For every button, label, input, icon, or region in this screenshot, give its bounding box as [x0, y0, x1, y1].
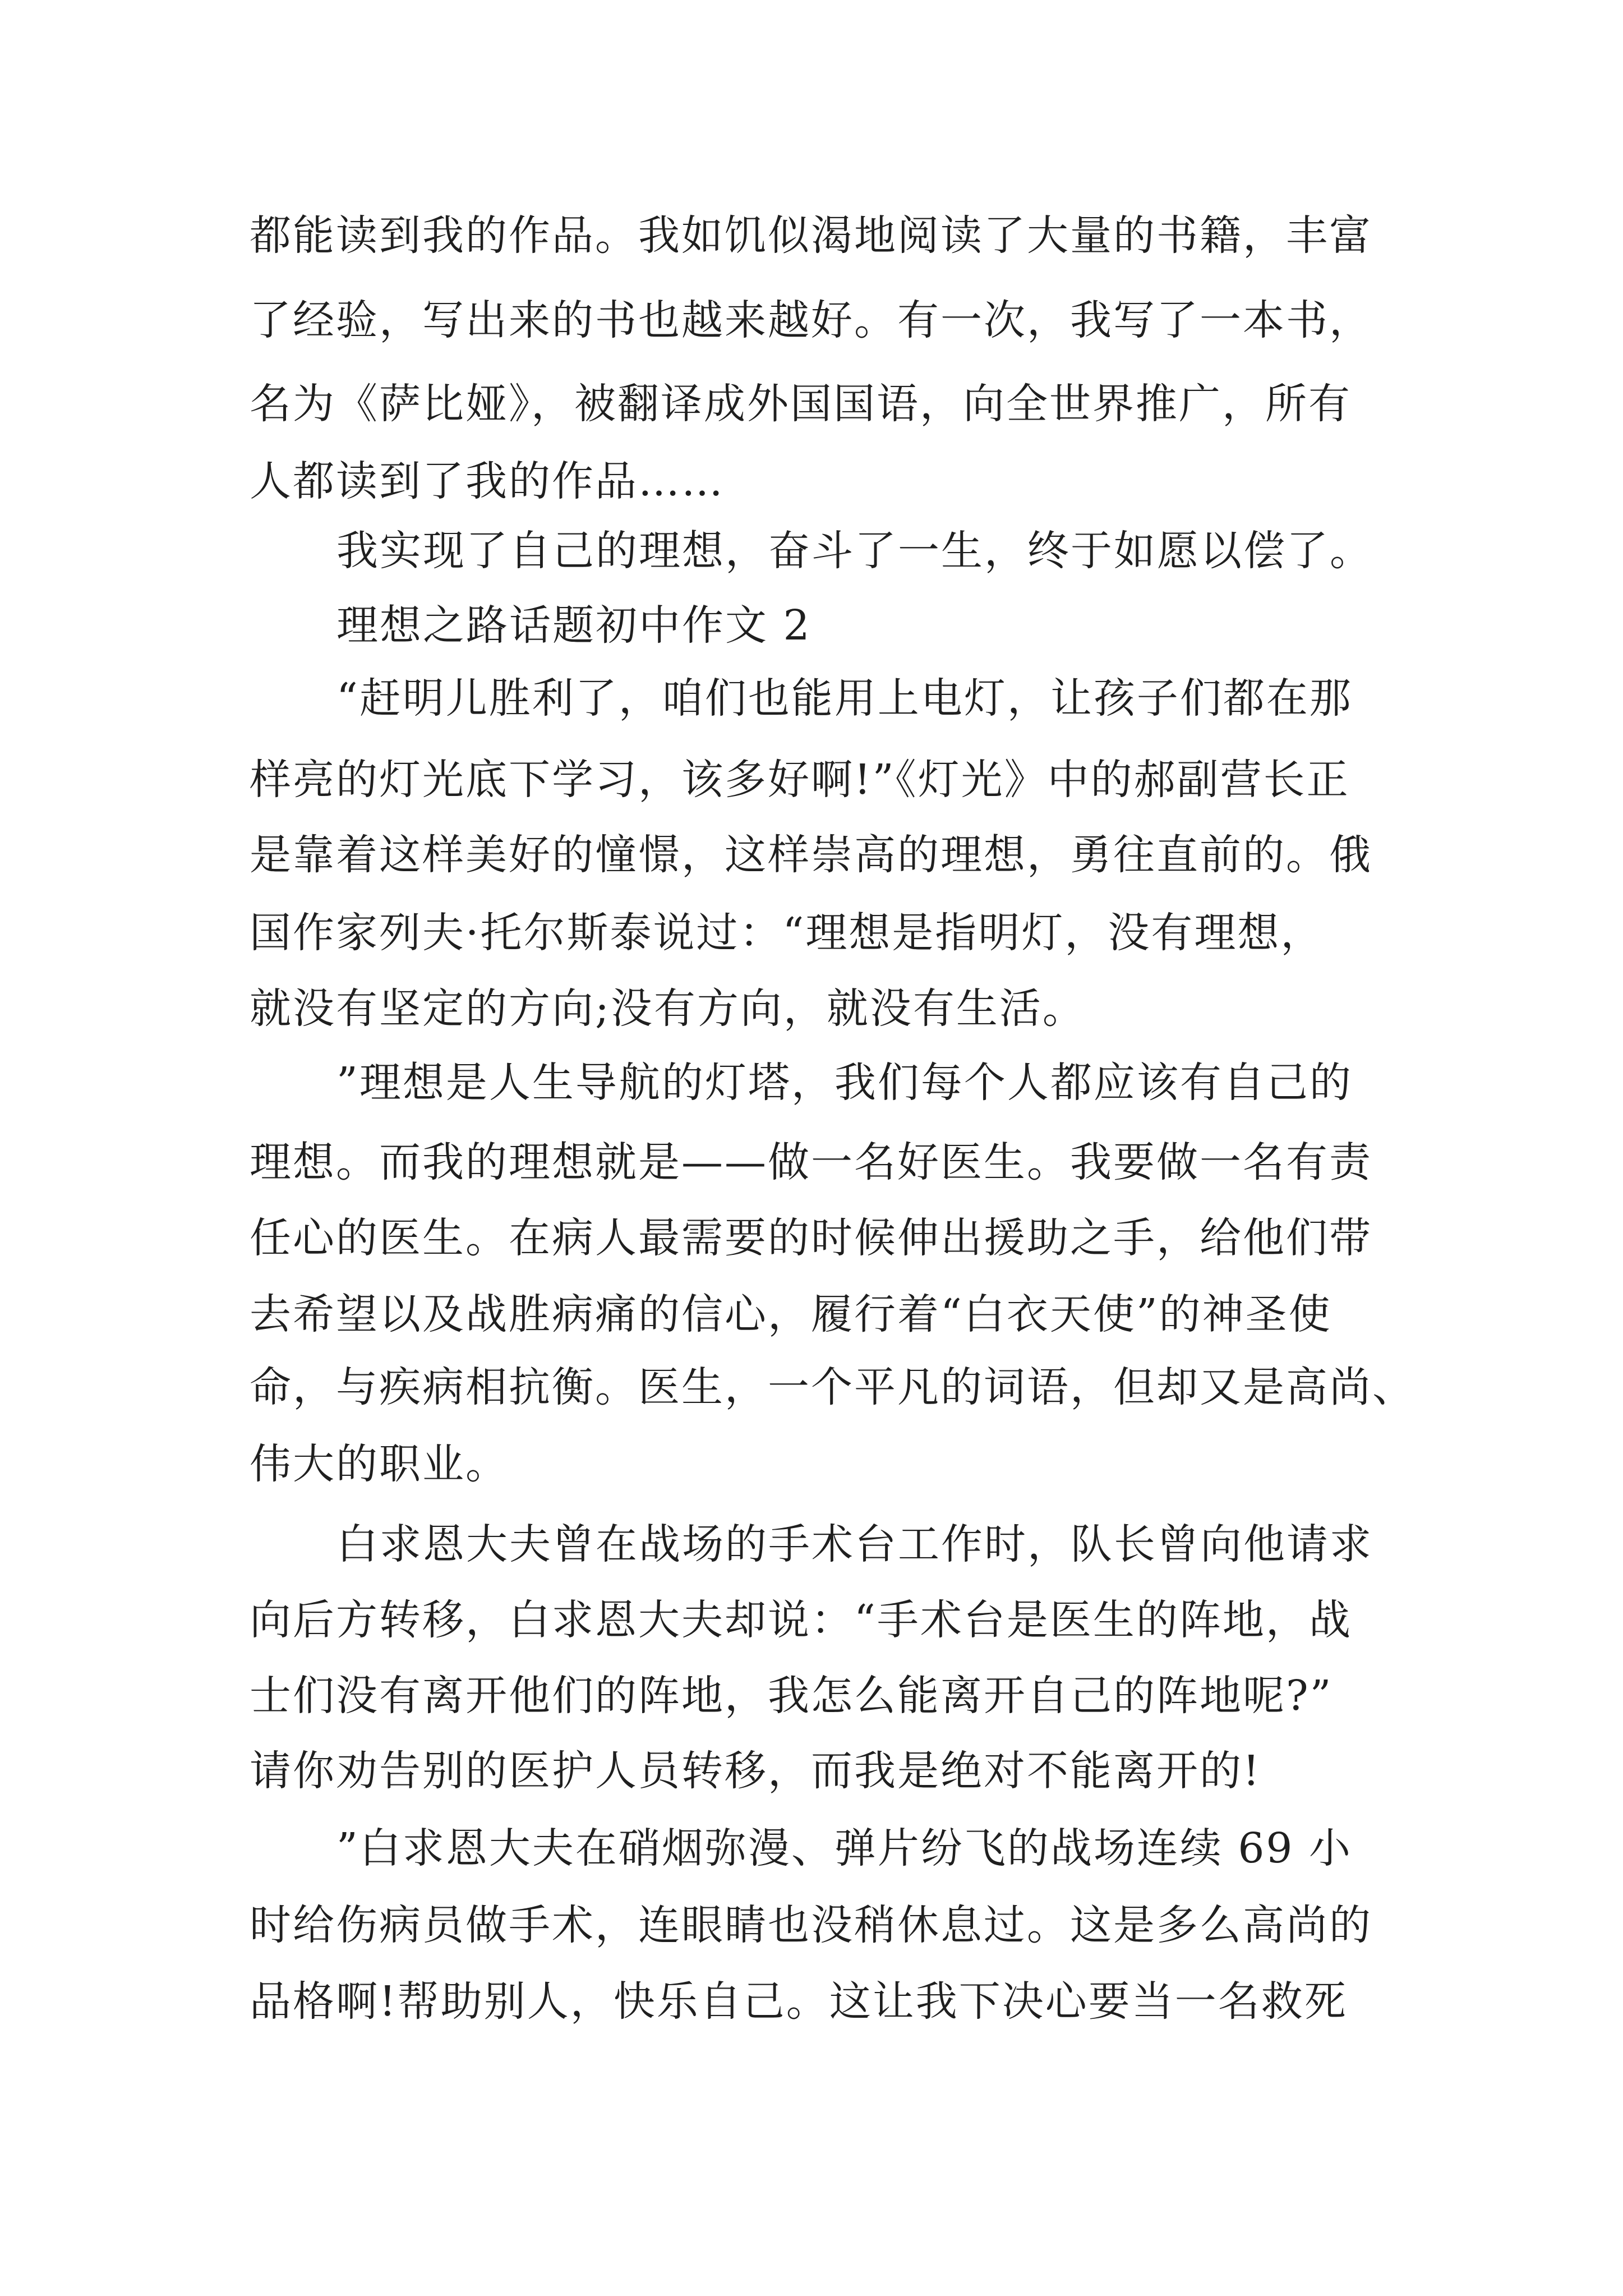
text-line: 理想。而我的理想就是——做一名好医生。我要做一名有责 — [250, 1138, 1372, 1186]
text-line: ”白求恩大夫在硝烟弥漫、弹片纷飞的战场连续 69 小 — [336, 1824, 1353, 1872]
text-line: 名为《萨比娅》，被翻译成外国国语，向全世界推广，所有 — [250, 380, 1352, 428]
text-line: 都能读到我的作品。我如饥似渴地阅读了大量的书籍，丰富 — [250, 211, 1372, 260]
text-line: ”理想是人生导航的灯塔，我们每个人都应该有自己的 — [336, 1059, 1353, 1107]
text-line: 士们没有离开他们的阵地，我怎么能离开自己的阵地呢?” — [250, 1672, 1333, 1720]
text-line: 命，与疾病相抗衡。医生，一个平凡的词语，但却又是高尚、 — [250, 1363, 1415, 1411]
text-line: 国作家列夫·托尔斯泰说过：“理想是指明灯，没有理想， — [250, 909, 1324, 957]
text-line: 了经验，写出来的书也越来越好。有一次，我写了一本书， — [250, 296, 1372, 344]
text-line: “赶明儿胜利了，咱们也能用上电灯，让孩子们都在那 — [336, 674, 1353, 723]
text-line: 请你劝告别的医护人员转移，而我是绝对不能离开的! — [250, 1747, 1261, 1795]
text-line: 我实现了自己的理想，奋斗了一生，终于如愿以偿了。 — [336, 527, 1373, 575]
text-line: 向后方转移，白求恩大夫却说：“手术台是医生的阵地，战 — [250, 1596, 1352, 1644]
section-heading: 理想之路话题初中作文 2 — [336, 601, 811, 650]
text-line: 伟大的职业。 — [250, 1440, 509, 1488]
text-line: 白求恩大夫曾在战场的手术台工作时，队长曾向他请求 — [336, 1520, 1373, 1568]
text-line: 任心的医生。在病人最需要的时候伸出援助之手，给他们带 — [250, 1214, 1372, 1262]
text-line: 去希望以及战胜病痛的信心，履行着“白衣天使”的神圣使 — [250, 1290, 1332, 1338]
text-line: 人都读到了我的作品…… — [250, 457, 725, 505]
text-line: 是靠着这样美好的憧憬，这样崇高的理想，勇往直前的。俄 — [250, 831, 1372, 879]
text-line: 时给伤病员做手术，连眼睛也没稍休息过。这是多么高尚的 — [250, 1901, 1372, 1949]
text-line: 品格啊!帮助别人，快乐自己。这让我下决心要当一名救死 — [250, 1977, 1348, 2026]
text-line: 就没有坚定的方向;没有方向，就没有生活。 — [250, 984, 1086, 1033]
text-line: 样亮的灯光底下学习，该多好啊!”《灯光》中的郝副营长正 — [250, 756, 1350, 804]
